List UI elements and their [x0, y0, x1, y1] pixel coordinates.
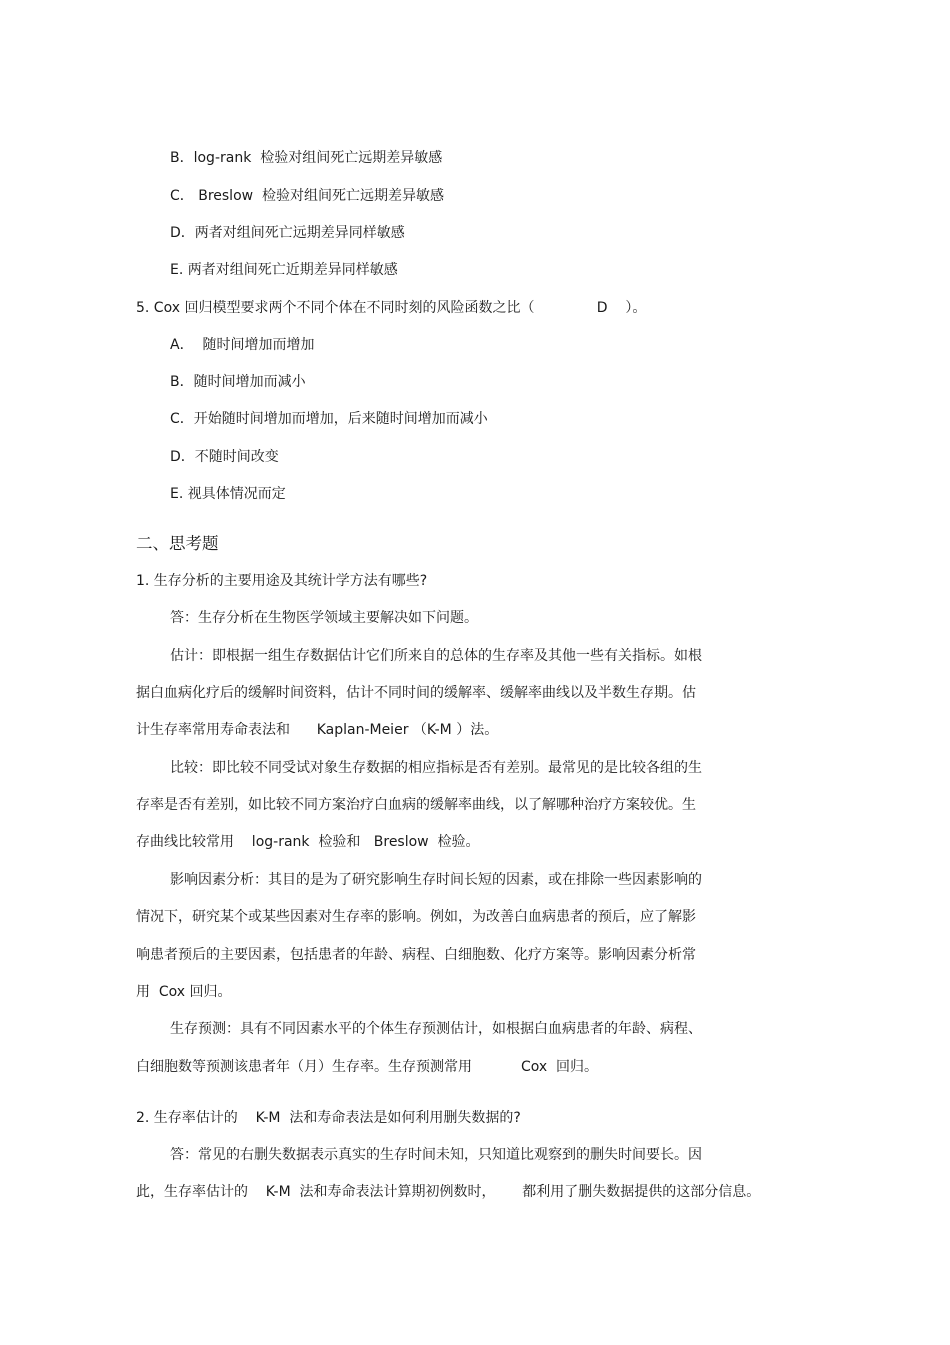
- paragraph-line: 计生存率常用寿命表法和 Kaplan-Meier （K-M ）法。: [136, 722, 499, 738]
- paragraph-line: 存曲线比较常用 log-rank 检验和 Breslow 检验。: [136, 834, 480, 850]
- thinking-q2: 2. 生存率估计的 K-M 法和寿命表法是如何利用删失数据的?: [136, 1110, 521, 1126]
- paragraph-line: 答：常见的右删失数据表示真实的生存时间未知，只知道比观察到的删失时间要长。因: [170, 1147, 702, 1163]
- paragraph-line: 存率是否有差别，如比较不同方案治疗白血病的缓解率曲线，以了解哪种治疗方案较优。生: [136, 797, 696, 813]
- q4-option-d: D．两者对组间死亡远期差异同样敏感: [170, 225, 405, 241]
- paragraph-line: 比较：即比较不同受试对象生存数据的相应指标是否有差别。最常见的是比较各组的生: [170, 760, 702, 776]
- q5-option-b: B．随时间增加而减小: [170, 374, 306, 390]
- thinking-q1: 1. 生存分析的主要用途及其统计学方法有哪些?: [136, 573, 428, 589]
- q5-stem: 5. Cox 回归模型要求两个不同个体在不同时刻的风险函数之比（ D ）。: [136, 300, 647, 316]
- q4-option-b: B．log-rank 检验对组间死亡远期差异敏感: [170, 150, 443, 166]
- paragraph-line: 响患者预后的主要因素，包括患者的年龄、病程、白细胞数、化疗方案等。影响因素分析常: [136, 947, 696, 963]
- paragraph-line: 此，生存率估计的 K-M 法和寿命表法计算期初例数时， 都利用了删失数据提供的这部分信息。: [136, 1184, 761, 1200]
- q5-option-d: D．不随时间改变: [170, 449, 279, 465]
- q5-option-e: E. 视具体情况而定: [170, 486, 286, 502]
- paragraph-line: 白细胞数等预测该患者年（月）生存率。生存预测常用 Cox 回归。: [136, 1059, 599, 1075]
- paragraph-line: 估计：即根据一组生存数据估计它们所来自的总体的生存率及其他一些有关指标。如根: [170, 648, 702, 664]
- paragraph-line: 答：生存分析在生物医学领域主要解决如下问题。: [170, 610, 478, 626]
- section-title: 二、思考题: [136, 534, 219, 553]
- paragraph-line: 生存预测：具有不同因素水平的个体生存预测估计，如根据白血病患者的年龄、病程、: [170, 1021, 702, 1037]
- paragraph-line: 影响因素分析：其目的是为了研究影响生存时间长短的因素，或在排除一些因素影响的: [170, 872, 702, 888]
- q4-option-c: C． Breslow 检验对组间死亡远期差异敏感: [170, 188, 444, 204]
- paragraph-line: 用 Cox 回归。: [136, 984, 232, 1000]
- paragraph-line: 情况下，研究某个或某些因素对生存率的影响。例如，为改善白血病患者的预后，应了解影: [136, 909, 696, 925]
- paragraph-line: 据白血病化疗后的缓解时间资料，估计不同时间的缓解率、缓解率曲线以及半数生存期。估: [136, 685, 696, 701]
- q5-option-c: C．开始随时间增加而增加，后来随时间增加而减小: [170, 411, 488, 427]
- q4-option-e: E. 两者对组间死亡近期差异同样敏感: [170, 262, 398, 278]
- q5-option-a: A． 随时间增加而增加: [170, 337, 315, 353]
